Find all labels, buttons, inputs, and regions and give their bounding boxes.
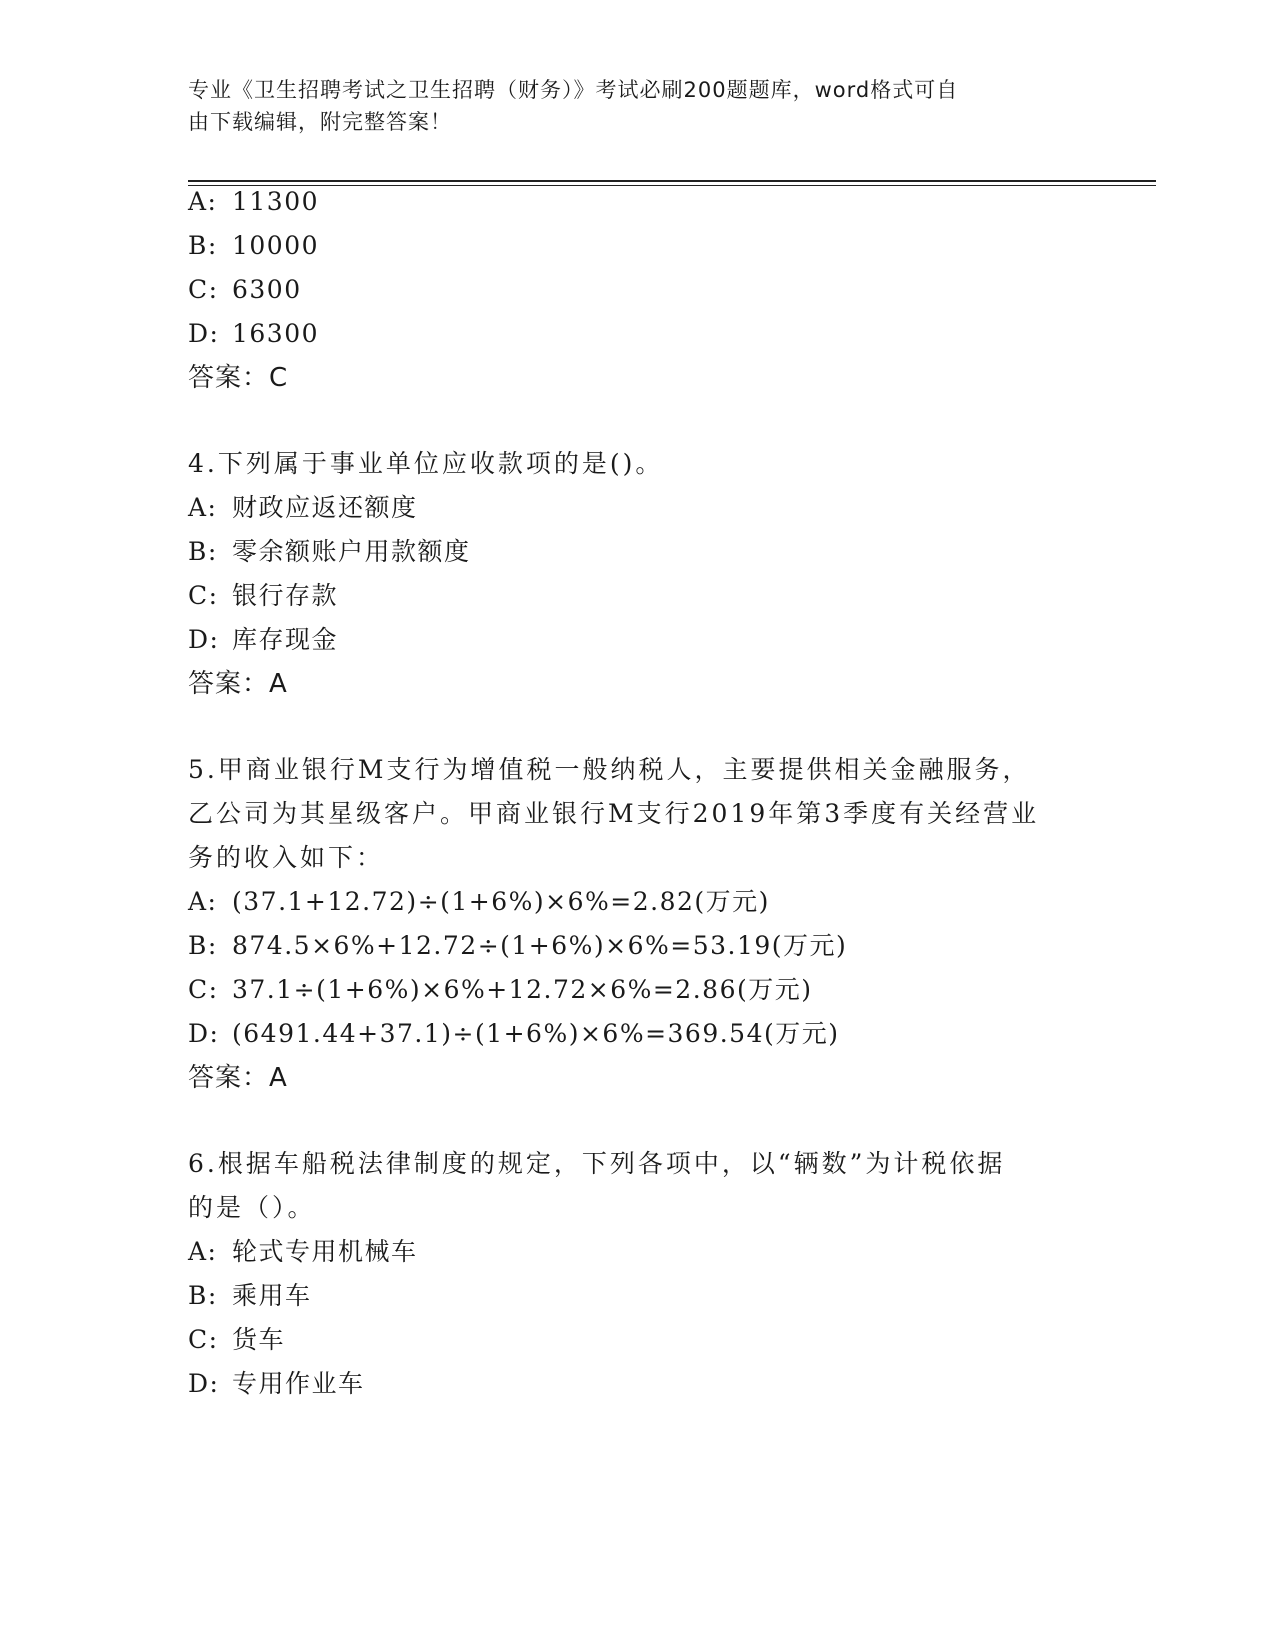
q3-answer: 答案：C [188, 363, 289, 393]
q6-option-b: B: 乘用车 [188, 1281, 312, 1310]
header-line-1: 专业《卫生招聘考试之卫生招聘（财务）》考试必刷200题题库，word格式可自 [188, 78, 959, 102]
q4-answer: 答案：A [188, 669, 288, 699]
q4-option-d: D: 库存现金 [188, 625, 339, 654]
q5-answer: 答案：A [188, 1063, 288, 1093]
q6-option-a: A: 轮式专用机械车 [188, 1237, 418, 1266]
q5-option-a: A: (37.1+12.72)÷(1+6%)×6%=2.82(万元) [188, 887, 770, 916]
q4-question: 4.下列属于事业单位应收款项的是()。 [188, 449, 664, 478]
q6-question-line-2: 的是（）。 [188, 1193, 316, 1222]
q5-question-line-2: 乙公司为其星级客户。甲商业银行M支行2019年第3季度有关经营业 [188, 799, 1040, 828]
q4-option-b: B: 零余额账户用款额度 [188, 537, 471, 566]
q4-option-c: C: 银行存款 [188, 581, 339, 610]
q5-option-c: C: 37.1÷(1+6%)×6%+12.72×6%=2.86(万元) [188, 975, 813, 1004]
document-header [188, 74, 1068, 138]
q6-option-c: C: 货车 [188, 1325, 286, 1354]
header-rule-thick [188, 180, 1156, 182]
q3-option-a: A: 11300 [188, 187, 320, 216]
header-line-2: 由下载编辑，附完整答案！ [188, 110, 452, 134]
q5-option-b: B: 874.5×6%+12.72÷(1+6%)×6%=53.19(万元) [188, 931, 848, 960]
header-rule-thin [188, 185, 1156, 186]
q6-question-line-1: 6.根据车船税法律制度的规定，下列各项中，以“辆数”为计税依据 [188, 1149, 1006, 1178]
q5-question-line-3: 务的收入如下： [188, 843, 385, 872]
q6-option-d: D: 专用作业车 [188, 1369, 365, 1398]
q3-option-c: C: 6300 [188, 275, 302, 304]
q4-option-a: A: 财政应返还额度 [188, 493, 418, 522]
q5-question-line-1: 5.甲商业银行M支行为增值税一般纳税人，主要提供相关金融服务， [188, 755, 1031, 784]
q3-option-d: D: 16300 [188, 319, 320, 348]
q5-option-d: D: (6491.44+37.1)÷(1+6%)×6%=369.54(万元) [188, 1019, 840, 1048]
q3-option-b: B: 10000 [188, 231, 320, 260]
